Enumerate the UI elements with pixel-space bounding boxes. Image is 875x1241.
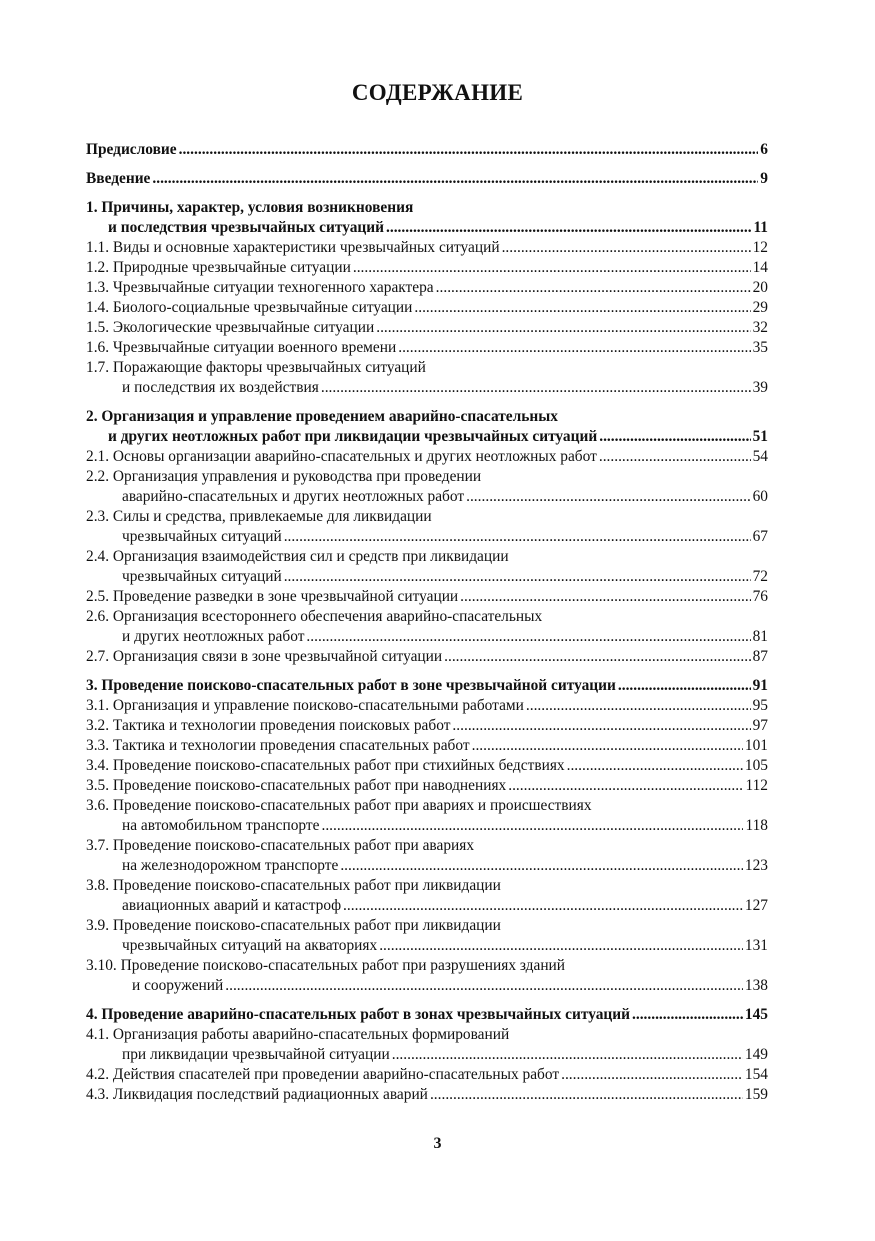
toc-entry-title-continued: и других неотложных работ (122, 628, 305, 645)
toc-entry-title: 1. Причины, характер, условия возникновения (86, 199, 414, 216)
toc-page-number: 127 (744, 897, 768, 914)
toc-page-number: 87 (752, 648, 768, 665)
toc-entry-title: 2.4. Организация взаимодействия сил и средств при ликвидации (86, 548, 509, 565)
toc-entry-title-continued: при ликвидации чрезвычайной ситуации (122, 1046, 390, 1063)
toc-entry (86, 776, 768, 796)
toc-entry-title-continued: аварийно-спасательных и других неотложных работ (122, 488, 465, 505)
toc-entry-title-continued: и последствия их воздействия (122, 379, 319, 396)
toc-section (86, 676, 768, 696)
toc-page-number: 14 (752, 259, 768, 276)
toc-page-number: 95 (752, 697, 768, 714)
toc-section (86, 1005, 768, 1025)
toc-page-number: 54 (752, 448, 768, 465)
toc-entry-title: 4.1. Организация работы аварийно-спасательных формирований (86, 1026, 510, 1043)
toc-page-number: 12 (752, 239, 768, 256)
toc-entry (86, 696, 768, 716)
toc-entry-title: Введение (86, 170, 151, 187)
toc-entry-line (86, 527, 768, 547)
toc-page-number: 97 (752, 717, 768, 734)
toc-page-number: 35 (752, 339, 768, 356)
toc-page-number: 154 (744, 1066, 768, 1083)
toc-entry-line (86, 856, 768, 876)
dot-leader (225, 976, 743, 996)
dot-leader (460, 587, 750, 607)
toc-page-number: 6 (760, 141, 768, 158)
toc-entry-line (86, 140, 768, 160)
toc-entry (86, 647, 768, 667)
dot-leader (502, 238, 751, 258)
toc-entry-title: 1.2. Природные чрезвычайные ситуации (86, 259, 351, 276)
toc-entry-line (86, 238, 768, 258)
dot-leader (343, 896, 743, 916)
toc-page-number: 11 (753, 219, 768, 236)
toc-entry-line (86, 218, 768, 238)
dot-leader (472, 736, 743, 756)
toc-entry (86, 467, 768, 507)
toc-entry-title-continued: чрезвычайных ситуаций на акваториях (122, 937, 378, 954)
toc-entry (86, 507, 768, 547)
toc-entry (86, 756, 768, 776)
toc-entry-title: 2.7. Организация связи в зоне чрезвычайной ситуации (86, 648, 443, 665)
toc-page-number: 118 (745, 817, 768, 834)
toc-entry-title: 1.1. Виды и основные характеристики чрезвычайных ситуаций (86, 239, 500, 256)
toc-page-number: 145 (744, 1006, 768, 1023)
toc-page-number: 101 (744, 737, 768, 754)
toc-entry-title-continued: чрезвычайных ситуаций (122, 528, 282, 545)
toc-entry-title: Предисловие (86, 141, 177, 158)
toc-entry (86, 1065, 768, 1085)
toc-entry-title: 3.5. Проведение поисково-спасательных работ при наводнениях (86, 777, 507, 794)
toc-section (86, 169, 768, 189)
toc-entry (86, 547, 768, 587)
dot-leader (618, 676, 751, 696)
toc-entry-line (86, 1005, 768, 1025)
dot-leader (430, 1085, 743, 1105)
toc-entry-title: 3.4. Проведение поисково-спасательных работ при стихийных бедствиях (86, 757, 565, 774)
toc-entry (86, 607, 768, 647)
toc-page-number: 91 (752, 677, 768, 694)
dot-leader (306, 627, 750, 647)
dot-leader (526, 696, 751, 716)
toc-entry (86, 258, 768, 278)
toc-entry (86, 916, 768, 956)
toc-entry-line (86, 676, 768, 696)
toc-section (86, 407, 768, 447)
toc-entry-title-continued: на автомобильном транспорте (122, 817, 320, 834)
toc-entry-line (86, 318, 768, 338)
toc-entry (86, 876, 768, 916)
toc-entry-title: 1.4. Биолого-социальные чрезвычайные ситуации (86, 299, 413, 316)
table-of-contents (86, 140, 768, 1105)
toc-entry (86, 587, 768, 607)
toc-entry (86, 796, 768, 836)
dot-leader (466, 487, 751, 507)
toc-entry-line (86, 896, 768, 916)
toc-entry (86, 836, 768, 876)
toc-entry-title-continued: на железнодорожном транспорте (122, 857, 339, 874)
dot-leader (321, 816, 743, 836)
toc-page-number: 39 (752, 379, 768, 396)
dot-leader (452, 716, 750, 736)
toc-entry-line (86, 756, 768, 776)
toc-entry-line (86, 1085, 768, 1105)
dot-leader (340, 856, 743, 876)
toc-entry-line (86, 378, 768, 398)
toc-entry-line (86, 1045, 768, 1065)
toc-entry-line (86, 647, 768, 667)
toc-entry-line (86, 816, 768, 836)
dot-leader (392, 1045, 743, 1065)
dot-leader (398, 338, 750, 358)
dot-leader (284, 527, 751, 547)
toc-entry-title: 3.2. Тактика и технологии проведения поисковых работ (86, 717, 451, 734)
toc-entry-title: 4. Проведение аварийно-спасательных работ в зонах чрезвычайных ситуаций (86, 1006, 630, 1023)
toc-page-number: 81 (752, 628, 768, 645)
toc-entry-title: 2.1. Основы организации аварийно-спасательных и других неотложных работ (86, 448, 597, 465)
toc-entry-title: 2. Организация и управление проведением аварийно-спасательных (86, 408, 558, 425)
toc-entry (86, 1085, 768, 1105)
toc-entry-title-continued: и последствия чрезвычайных ситуаций (108, 219, 385, 236)
toc-page-number: 60 (752, 488, 768, 505)
toc-page-number: 76 (752, 588, 768, 605)
toc-entry-title: 2.5. Проведение разведки в зоне чрезвычайной ситуации (86, 588, 459, 605)
toc-entry (86, 716, 768, 736)
dot-leader (414, 298, 750, 318)
toc-entry-title-continued: и сооружений (132, 977, 224, 994)
dot-leader (152, 169, 758, 189)
page-number: 3 (433, 1135, 442, 1152)
toc-entry-title: 1.6. Чрезвычайные ситуации военного времени (86, 339, 397, 356)
toc-entry (86, 956, 768, 996)
toc-entry-title: 4.3. Ликвидация последствий радиационных аварий (86, 1086, 428, 1103)
toc-page-number: 20 (752, 279, 768, 296)
toc-entry-line (86, 776, 768, 796)
toc-entry (86, 736, 768, 756)
toc-entry-title: 3.9. Проведение поисково-спасательных работ при ликвидации (86, 917, 501, 934)
toc-page-number: 123 (744, 857, 768, 874)
toc-entry-title-continued: и других неотложных работ при ликвидации чрезвычайных ситуаций (108, 428, 598, 445)
toc-page-number: 149 (744, 1046, 768, 1063)
toc-entry-line (86, 696, 768, 716)
toc-page-number: 112 (745, 777, 768, 794)
toc-page-number: 105 (744, 757, 768, 774)
toc-entry (86, 298, 768, 318)
toc-entry-line (86, 487, 768, 507)
toc-entry (86, 238, 768, 258)
dot-leader (179, 140, 759, 160)
toc-section (86, 140, 768, 160)
toc-page-number: 51 (752, 428, 768, 445)
dot-leader (321, 378, 751, 398)
dot-leader (632, 1005, 743, 1025)
dot-leader (561, 1065, 743, 1085)
dot-leader (508, 776, 743, 796)
toc-page-number: 29 (752, 299, 768, 316)
dot-leader (436, 278, 751, 298)
toc-entry-title: 3.3. Тактика и технологии проведения спасательных работ (86, 737, 470, 754)
toc-entry-title: 3.8. Проведение поисково-спасательных работ при ликвидации (86, 877, 501, 894)
toc-page-number: 72 (752, 568, 768, 585)
toc-entry-line (86, 169, 768, 189)
toc-entry-line (86, 736, 768, 756)
toc-entry-title: 1.5. Экологические чрезвычайные ситуации (86, 319, 375, 336)
dot-leader (284, 567, 751, 587)
toc-entry-title-continued: чрезвычайных ситуаций (122, 568, 282, 585)
toc-section (86, 198, 768, 238)
dot-leader (567, 756, 743, 776)
toc-entry (86, 447, 768, 467)
toc-entry-title: 3.6. Проведение поисково-спасательных работ при авариях и происшествиях (86, 797, 592, 814)
toc-entry-line (86, 427, 768, 447)
page-title: СОДЕРЖАНИЕ (351, 80, 524, 105)
toc-entry-line (86, 278, 768, 298)
dot-leader (353, 258, 751, 278)
toc-entry (86, 358, 768, 398)
toc-entry-title: 3.1. Организация и управление поисково-спасательными работами (86, 697, 524, 714)
toc-entry-line (86, 447, 768, 467)
toc-entry-title: 1.3. Чрезвычайные ситуации техногенного характера (86, 279, 434, 296)
toc-entry-line (86, 567, 768, 587)
dot-leader (386, 218, 751, 238)
toc-entry-line (86, 338, 768, 358)
dot-leader (376, 318, 750, 338)
toc-entry-title: 2.2. Организация управления и руководства при проведении (86, 468, 482, 485)
toc-entry-title-continued: авиационных аварий и катастроф (122, 897, 342, 914)
toc-entry-line (86, 716, 768, 736)
dot-leader (599, 427, 750, 447)
toc-entry-line (86, 258, 768, 278)
toc-entry-line (86, 1065, 768, 1085)
toc-entry-line (86, 627, 768, 647)
toc-entry-line (86, 976, 768, 996)
toc-entry-title: 3. Проведение поисково-спасательных работ в зоне чрезвычайной ситуации (86, 677, 616, 694)
toc-entry-title: 2.3. Силы и средства, привлекаемые для ликвидации (86, 508, 432, 525)
dot-leader (444, 647, 750, 667)
toc-page-number: 131 (744, 937, 768, 954)
toc-entry-title: 4.2. Действия спасателей при проведении аварийно-спасательных работ (86, 1066, 560, 1083)
toc-page-number: 138 (744, 977, 768, 994)
toc-page-number: 159 (744, 1086, 768, 1103)
toc-entry-title: 2.6. Организация всестороннего обеспечения аварийно-спасательных (86, 608, 543, 625)
toc-entry-title: 1.7. Поражающие факторы чрезвычайных ситуаций (86, 359, 426, 376)
toc-entry (86, 318, 768, 338)
toc-entry-line (86, 587, 768, 607)
toc-entry-line (86, 298, 768, 318)
toc-entry-title: 3.10. Проведение поисково-спасательных работ при разрушениях зданий (86, 957, 566, 974)
toc-entry-line (86, 936, 768, 956)
toc-entry (86, 278, 768, 298)
toc-entry (86, 1025, 768, 1065)
toc-page-number: 9 (760, 170, 768, 187)
toc-entry-title: 3.7. Проведение поисково-спасательных работ при авариях (86, 837, 475, 854)
dot-leader (379, 936, 743, 956)
toc-entry (86, 338, 768, 358)
dot-leader (599, 447, 751, 467)
toc-page-number: 32 (752, 319, 768, 336)
toc-page-number: 67 (752, 528, 768, 545)
